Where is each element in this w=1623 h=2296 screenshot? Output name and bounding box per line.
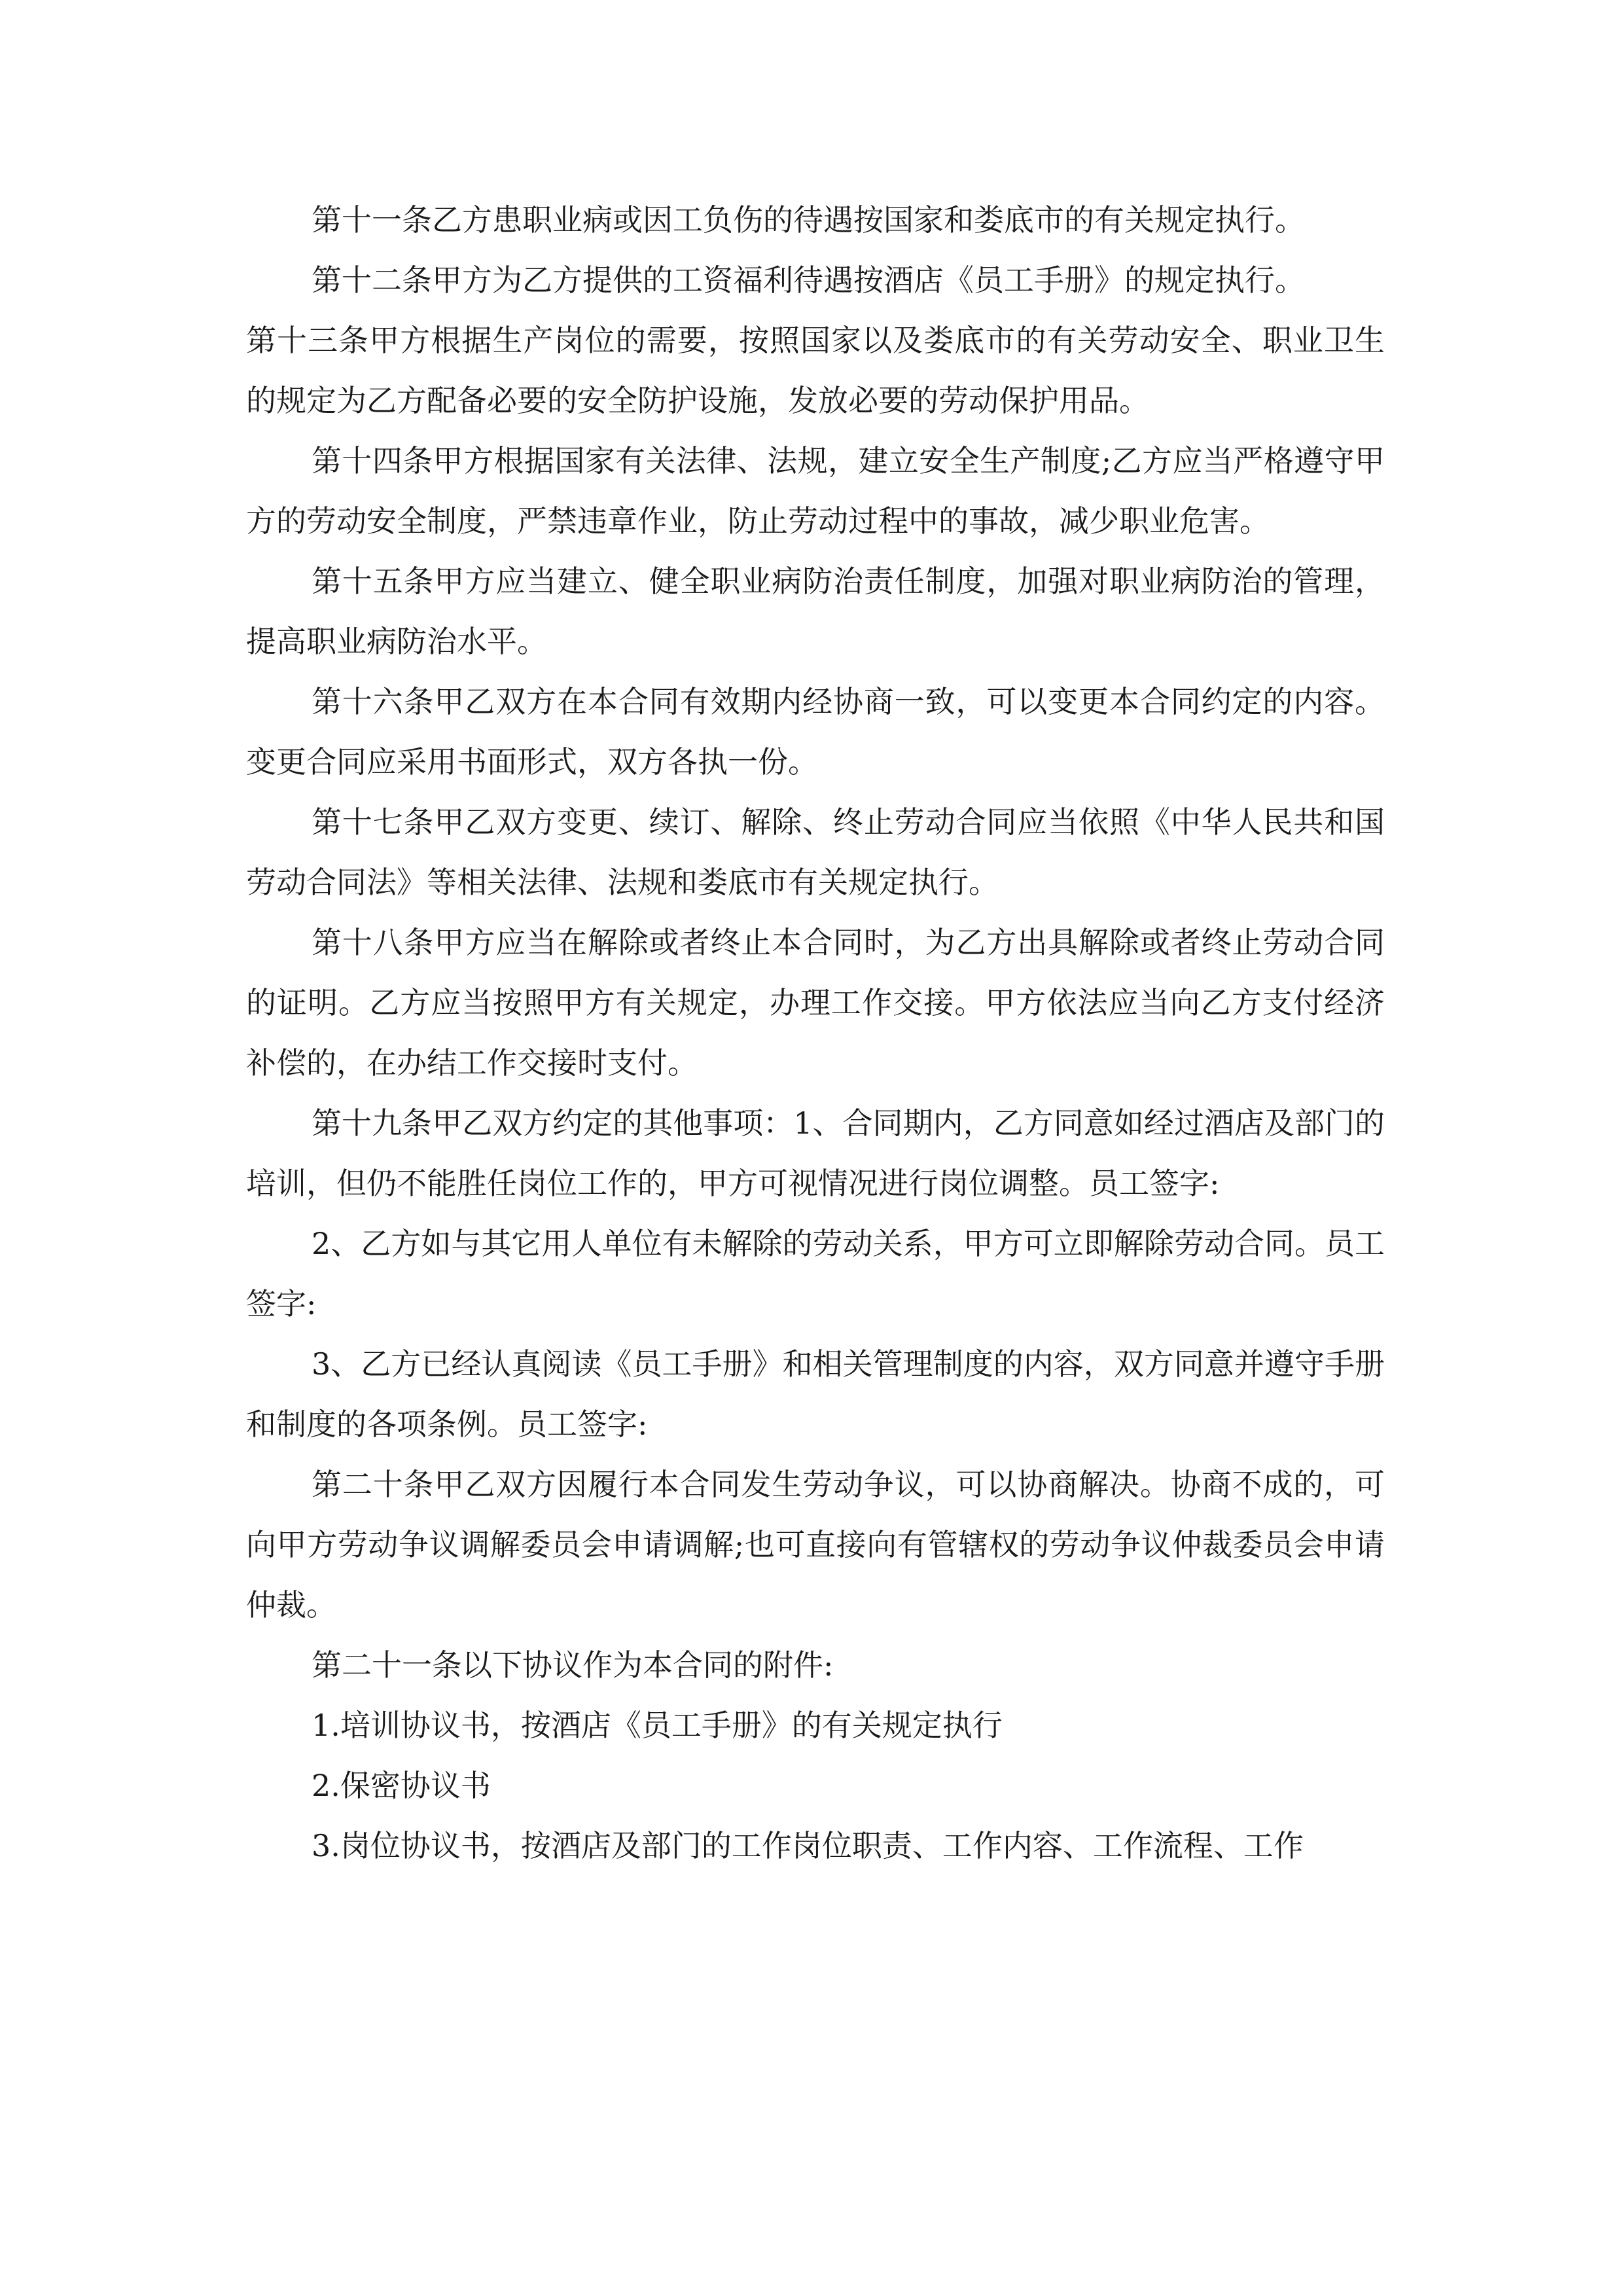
paragraph-article-12: 第十二条甲方为乙方提供的工资福利待遇按酒店《员工手册》的规定执行。 bbox=[312, 262, 1305, 298]
paragraph-article-19-item-1: 第十九条甲乙双方约定的其他事项：1、合同期内，乙方同意如经过酒店及部门的培训，但仍不能胜任岗位工作的，甲方可视情况进行岗位调整。员工签字: bbox=[246, 1105, 1385, 1201]
paragraph-article-21: 第二十一条以下协议作为本合同的附件: bbox=[312, 1647, 834, 1683]
paragraph-article-17: 第十七条甲乙双方变更、续订、解除、终止劳动合同应当依照《中华人民共和国劳动合同法》等相关法律、法规和娄底市有关规定执行。 bbox=[246, 804, 1385, 900]
paragraph-article-15: 第十五条甲方应当建立、健全职业病防治责任制度，加强对职业病防治的管理，提高职业病防治水平。 bbox=[246, 564, 1385, 659]
paragraph-article-19-item-2: 2、乙方如与其它用人单位有未解除的劳动关系，甲方可立即解除劳动合同。员工签字: bbox=[246, 1226, 1385, 1321]
document-body bbox=[246, 190, 1385, 1876]
annex-item-2: 2.保密协议书 bbox=[312, 1768, 491, 1803]
paragraph-article-14: 第十四条甲方根据国家有关法律、法规，建立安全生产制度;乙方应当严格遵守甲方的劳动安全制度，严禁违章作业，防止劳动过程中的事故，减少职业危害。 bbox=[246, 443, 1385, 539]
paragraph-article-18: 第十八条甲方应当在解除或者终止本合同时，为乙方出具解除或者终止劳动合同的证明。乙方应当按照甲方有关规定，办理工作交接。甲方依法应当向乙方支付经济补偿的，在办结工作交接时支付。 bbox=[246, 925, 1385, 1081]
annex-item-1: 1.培训协议书，按酒店《员工手册》的有关规定执行 bbox=[312, 1708, 1003, 1743]
paragraph-article-16: 第十六条甲乙双方在本合同有效期内经协商一致，可以变更本合同约定的内容。变更合同应采用书面形式，双方各执一份。 bbox=[246, 684, 1385, 780]
paragraph-article-20: 第二十条甲乙双方因履行本合同发生劳动争议，可以协商解决。协商不成的，可向甲方劳动争议调解委员会申请调解;也可直接向有管辖权的劳动争议仲裁委员会申请仲裁。 bbox=[246, 1467, 1385, 1623]
paragraph-article-11: 第十一条乙方患职业病或因工负伤的待遇按国家和娄底市的有关规定执行。 bbox=[312, 202, 1305, 238]
paragraph-article-19-item-3: 3、乙方已经认真阅读《员工手册》和相关管理制度的内容，双方同意并遵守手册和制度的各项条例。员工签字: bbox=[246, 1346, 1385, 1442]
paragraph-article-13: 第十三条甲方根据生产岗位的需要，按照国家以及娄底市的有关劳动安全、职业卫生的规定为乙方配备必要的安全防护设施，发放必要的劳动保护用品。 bbox=[246, 323, 1385, 418]
annex-item-3: 3.岗位协议书，按酒店及部门的工作岗位职责、工作内容、工作流程、工作 bbox=[312, 1828, 1304, 1863]
